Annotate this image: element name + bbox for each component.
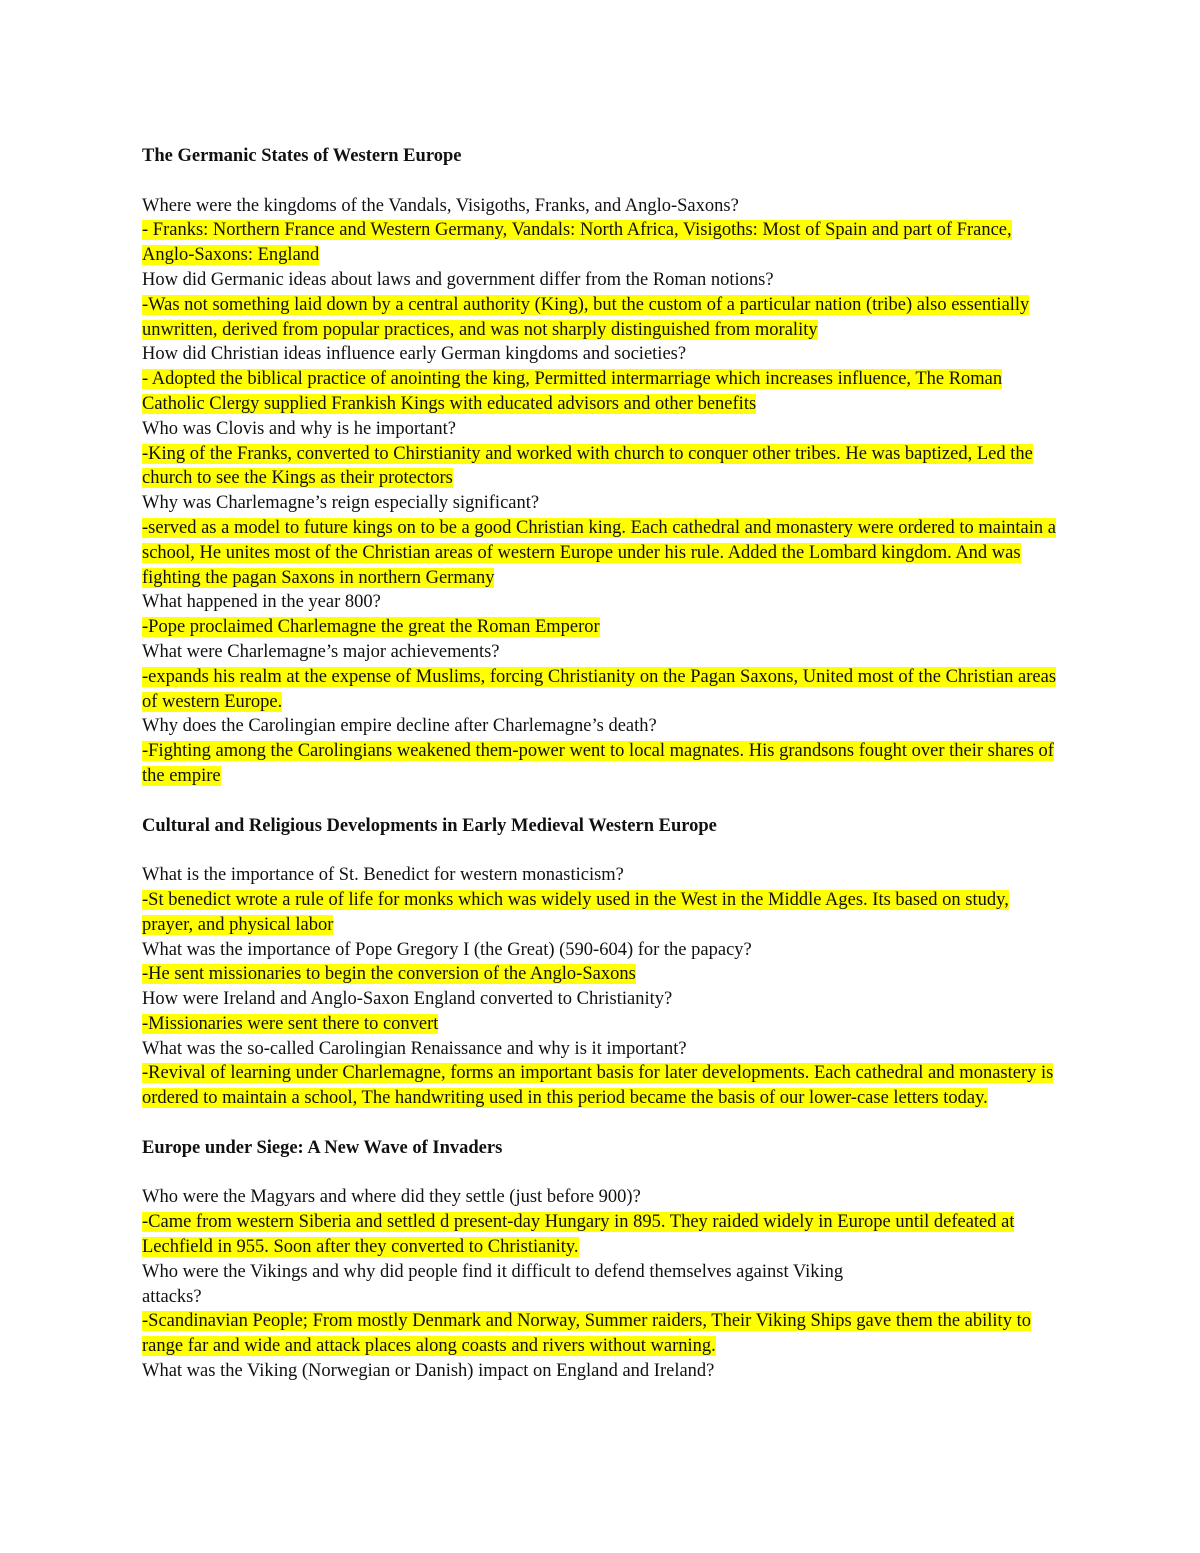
highlighted-answer: -Came from western Siberia and settled d present-day Hungary in 895. They raided widely in Europe until defeated at Lechfield in 955. Soon after they converted to Christianity. <box>142 1212 1015 1258</box>
question-text: What was the Viking (Norwegian or Danish) impact on England and Ireland? <box>142 1361 715 1382</box>
answer-text <box>142 962 1057 987</box>
answer-text <box>142 1309 1057 1359</box>
answer-text <box>142 1210 1057 1260</box>
answer-text <box>142 888 1057 938</box>
question-text: How did Christian ideas influence early German kingdoms and societies? <box>142 344 687 365</box>
question-text: How did Germanic ideas about laws and government differ from the Roman notions? <box>142 269 774 290</box>
question-text: What was the so-called Carolingian Renaissance and why is it important? <box>142 1038 687 1059</box>
highlighted-answer: -Scandinavian People; From mostly Denmark and Norway, Summer raiders, Their Viking Ships gave them the ability to range far and wide and attack places along coasts and rivers without warning. <box>142 1311 1031 1357</box>
highlighted-answer: -expands his realm at the expense of Muslims, forcing Christianity on the Pagan Saxons, United most of the Christian areas of western Europe. <box>142 666 1057 712</box>
section-heading-europe-under-siege: Europe under Siege: A New Wave of Invaders <box>142 1137 503 1158</box>
highlighted-answer: - Franks: Northern France and Western Germany, Vandals: North Africa, Visigoths: Most of Spain and part of France, Anglo-Saxons: England <box>142 220 1012 266</box>
question-text: How were Ireland and Anglo-Saxon England converted to Christianity? <box>142 989 673 1010</box>
section-heading-germanic-states: The Germanic States of Western Europe <box>142 146 462 166</box>
question-text: What happened in the year 800? <box>142 592 381 613</box>
question-text: Where were the kingdoms of the Vandals, Visigoths, Franks, and Anglo-Saxons? <box>142 195 739 216</box>
document-body <box>142 144 1057 1384</box>
answer-text <box>142 293 1057 343</box>
answer-text <box>142 1012 1057 1037</box>
highlighted-answer: -Revival of learning under Charlemagne, forms an important basis for later developments. Each cathedral and monastery is ordered to maintain a school, The handwriting used in this period became the basis of our lower-case letters today. <box>142 1063 1054 1109</box>
highlighted-answer: -Pope proclaimed Charlemagne the great the Roman Emperor <box>142 617 600 638</box>
highlighted-answer: -served as a model to future kings on to be a good Christian king. Each cathedral and monastery were ordered to maintain a school, He unites most of the Christian areas of western Europe under his rule. Added the Lombard kingdom. And was fighting the pagan Saxons in northern Germany <box>142 517 1056 588</box>
highlighted-answer: -Was not something laid down by a central authority (King), but the custom of a particular nation (tribe) also essentially unwritten, derived from popular practices, and was not sharply distinguished from morality <box>142 294 1030 340</box>
highlighted-answer: -King of the Franks, converted to Chirstianity and worked with church to conquer other tribes. He was baptized, Led the church to see the Kings as their protectors <box>142 443 1033 489</box>
answer-text <box>142 442 1057 492</box>
spacer <box>142 789 1057 814</box>
highlighted-answer: -Fighting among the Carolingians weakened them-power went to local magnates. His grandsons fought over their shares of the empire <box>142 741 1054 786</box>
highlighted-answer: -St benedict wrote a rule of life for monks which was widely used in the West in the Middle Ages. Its based on study, prayer, and physical labor <box>142 889 1009 935</box>
question-text: Who were the Magyars and where did they settle (just before 900)? <box>142 1187 641 1208</box>
spacer <box>142 169 1057 194</box>
answer-text <box>142 739 1057 789</box>
answer-text <box>142 516 1057 590</box>
question-text: What were Charlemagne’s major achievements? <box>142 641 500 662</box>
section-heading-cultural-religious: Cultural and Religious Developments in Early Medieval Western Europe <box>142 815 717 836</box>
answer-text <box>142 1061 1057 1111</box>
answer-text <box>142 367 1057 417</box>
question-text: Who were the Vikings and why did people find it difficult to defend themselves against Viking attacks? <box>142 1261 844 1307</box>
question-text: What is the importance of St. Benedict for western monasticism? <box>142 865 624 886</box>
answer-text <box>142 665 1057 715</box>
question-text: Why was Charlemagne’s reign especially significant? <box>142 493 540 514</box>
spacer <box>142 838 1057 863</box>
question-text: Why does the Carolingian empire decline after Charlemagne’s death? <box>142 716 657 737</box>
spacer <box>142 1111 1057 1136</box>
highlighted-answer: -Missionaries were sent there to convert <box>142 1013 439 1034</box>
highlighted-answer: - Adopted the biblical practice of anointing the king, Permitted intermarriage which increases influence, The Roman Catholic Clergy supplied Frankish Kings with educated advisors and other benefits <box>142 369 1003 414</box>
answer-text <box>142 615 1057 640</box>
spacer <box>142 1161 1057 1186</box>
highlighted-answer: -He sent missionaries to begin the conversion of the Anglo-Saxons <box>142 964 636 985</box>
question-text: Who was Clovis and why is he important? <box>142 418 456 439</box>
answer-text <box>142 218 1057 268</box>
question-text: What was the importance of Pope Gregory I (the Great) (590-604) for the papacy? <box>142 939 752 960</box>
